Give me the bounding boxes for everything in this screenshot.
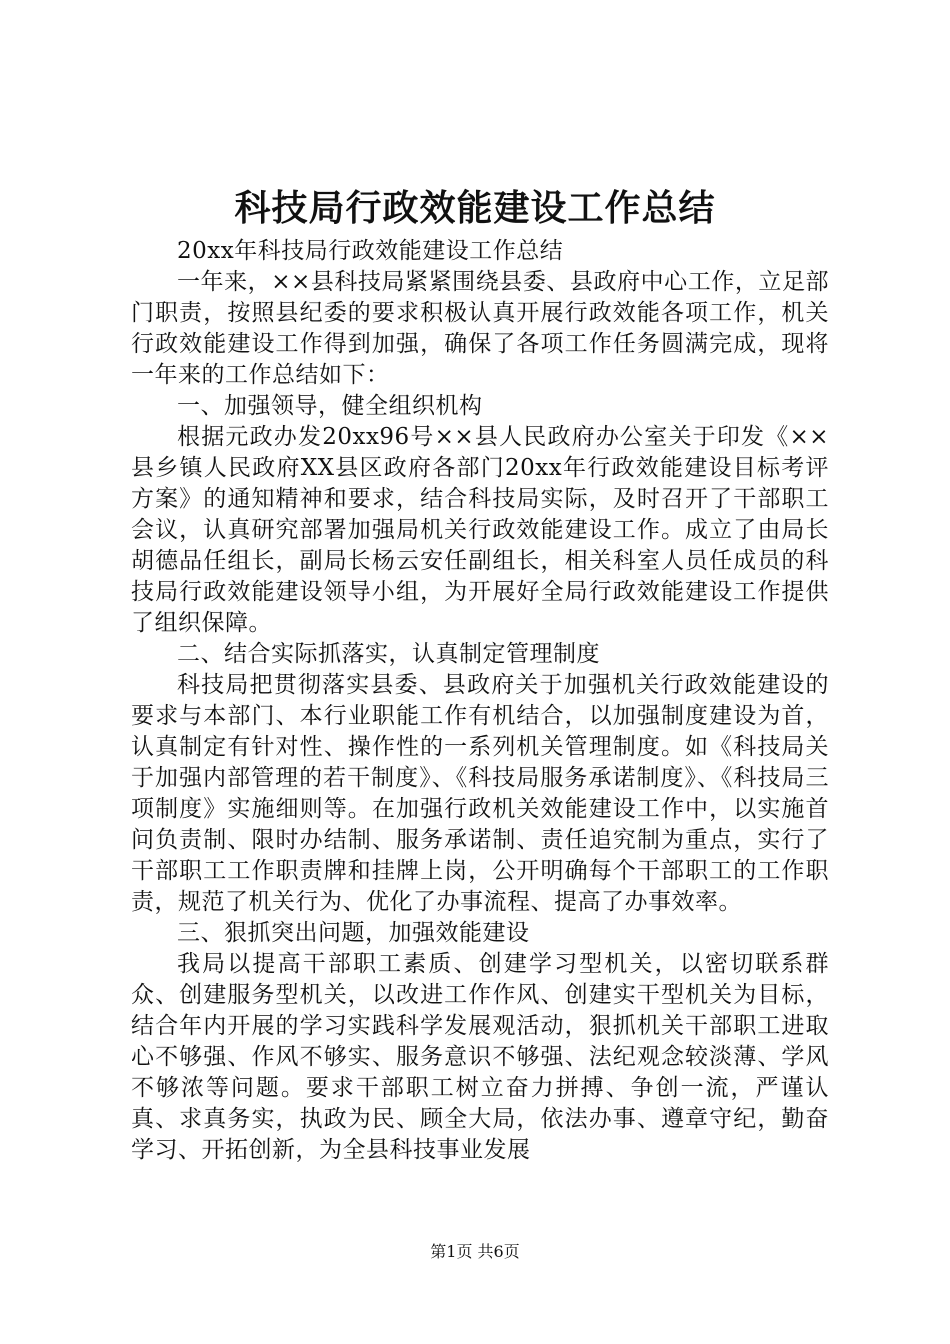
section-heading-3: 三、狠抓突出问题，加强效能建设 <box>177 920 530 946</box>
intro-paragraph: 一年来，××县科技局紧紧围绕县委、县政府中心工作，立足部门职责，按照县纪委的要求积极认真开展行政效能各项工作，机关行政效能建设工作得到加强，确保了各项工作任务圆满完成，现将一年来的工作总结如下： <box>131 269 829 388</box>
section-heading-2: 二、结合实际抓落实，认真制定管理制度 <box>177 641 600 667</box>
subtitle-paragraph: 20xx年科技局行政效能建设工作总结 <box>177 238 564 264</box>
section-3-paragraph: 我局以提高干部职工素质、创建学习型机关，以密切联系群众、创建服务型机关，以改进工作作风、创建实干型机关为目标，结合年内开展的学习实践科学发展观活动，狠抓机关干部职工进取心不够强、作风不够实、服务意识不够强、法纪观念较淡薄、学风不够浓等问题。要求干部职工树立奋力拼搏、争创一流，严谨认真、求真务实，执政为民、顾全大局，依法办事、遵章守纪，勤奋学习、开拓创新，为全县科技事业发展 <box>131 951 829 1163</box>
section-2-paragraph: 科技局把贯彻落实县委、县政府关于加强机关行政效能建设的要求与本部门、本行业职能工作有机结合，以加强制度建设为首，认真制定有针对性、操作性的一系列机关管理制度。如《科技局关于加强内部管理的若干制度》、《科技局服务承诺制度》、《科技局三项制度》实施细则等。在加强行政机关效能建设工作中，以实施首问负责制、限时办结制、服务承诺制、责任追究制为重点，实行了干部职工工作职责牌和挂牌上岗，公开明确每个干部职工的工作职责，规范了机关行为、优化了办事流程、提高了办事效率。 <box>131 672 829 915</box>
document-title: 科技局行政效能建设工作总结 <box>234 187 716 229</box>
section-1-paragraph: 根据元政办发20xx96号××县人民政府办公室关于印发《××县乡镇人民政府XX县区政府各部门20xx年行政效能建设目标考评方案》的通知精神和要求，结合科技局实际，及时召开了干部职工会议，认真研究部署加强局机关行政效能建设工作。成立了由局长胡德品任组长，副局长杨云安任副组长，相关科室人员任成员的科技局行政效能建设领导小组，为开展好全局行政效能建设工作提供了组织保障。 <box>131 424 829 636</box>
page-footer: 第1页 共6页 <box>430 1242 520 1261</box>
document-body <box>131 236 829 1166</box>
section-heading-1: 一、加强领导，健全组织机构 <box>177 393 483 419</box>
